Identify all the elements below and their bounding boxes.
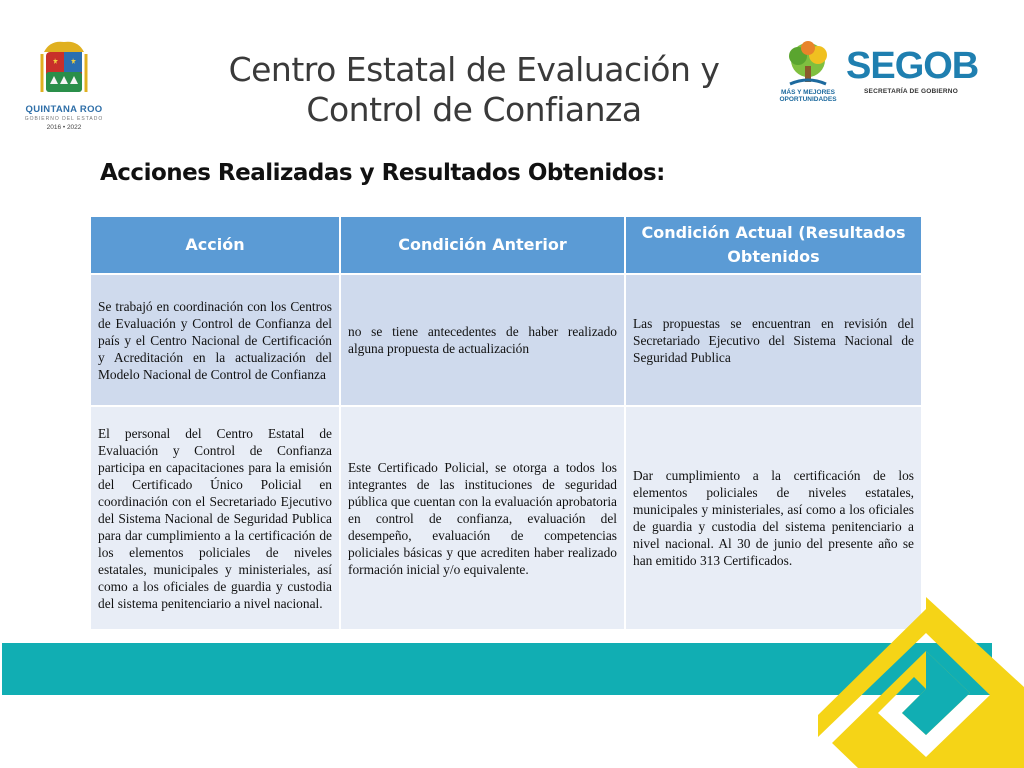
title-line-2: Control de Confianza [306,90,642,129]
cell-actual: Las propuestas se encuentran en revisión del Secretariado Ejecutivo del Sistema Nacional de Seguridad Publica [625,274,922,406]
segob-wordmark: SEGOB [846,45,979,87]
cell-accion: El personal del Centro Estatal de Evaluación y Control de Confianza participa en capacitaciones para la emisión del Certificado Único Policial en coordinación con el Secretariado Ejecutivo del Sistema Nacional de Seguridad Publica para dar cumplimiento a la certificación de los elementos policiales de niveles estatales, municipales y ministeriales, así como a los oficiales de guardia y custodia del sistema penitenciario a nivel nacional. [90,406,340,630]
table-row [90,274,922,406]
header-accion: Acción [90,216,340,274]
tree-logo-line-1: MÁS Y MEJORES [781,89,835,96]
qroo-logo-years: 2016 • 2022 [46,124,82,131]
table-header-row [90,216,922,274]
actions-table [89,215,923,631]
table-row [90,406,922,630]
tree-logo-line-2: OPORTUNIDADES [779,96,837,103]
title-line-1: Centro Estatal de Evaluación y [228,50,720,89]
coat-of-arms-icon [20,38,108,104]
tree-icon [778,40,838,90]
tree-logo-text [774,89,842,103]
segob-logo [846,45,979,102]
qroo-logo-name: QUINTANA ROO [25,104,103,115]
page-title [200,50,748,130]
cell-anterior: no se tiene antecedentes de haber realizado alguna propuesta de actualización [340,274,625,406]
cell-actual: Dar cumplimiento a la certificación de los elementos policiales de niveles estatales, municipales y ministeriales, así como a los oficiales de guardia y custodia del sistema penitenciario a nivel nacional. Al 30 de junio del presente año se han emitido 313 Certificados. [625,406,922,630]
quintana-roo-logo [20,38,108,136]
header-condicion-anterior: Condición Anterior [340,216,625,274]
oportunidades-logo [778,40,838,114]
cell-anterior: Este Certificado Policial, se otorga a todos los integrantes de las instituciones de seguridad pública que cuentan con la evaluación aprobatoria en control de confianza, evaluación del desempeño, evaluación de competencias policiales básicas y que acrediten haber realizado formación inicial y/o equivalente. [340,406,625,630]
yellow-mayan-fret-icon [818,595,1024,768]
section-subtitle: Acciones Realizadas y Resultados Obtenidos: [100,160,665,186]
header-condicion-actual: Condición Actual (Resultados Obtenidos [625,216,922,274]
qroo-logo-subtitle: GOBIERNO DEL ESTADO [24,116,104,122]
segob-subtitle: SECRETARÍA DE GOBIERNO [864,88,958,95]
cell-accion: Se trabajó en coordinación con los Centros de Evaluación y Control de Confianza del país y el Centro Nacional de Certificación y Acreditación en la actualización del Modelo Nacional de Control de Confianza [90,274,340,406]
